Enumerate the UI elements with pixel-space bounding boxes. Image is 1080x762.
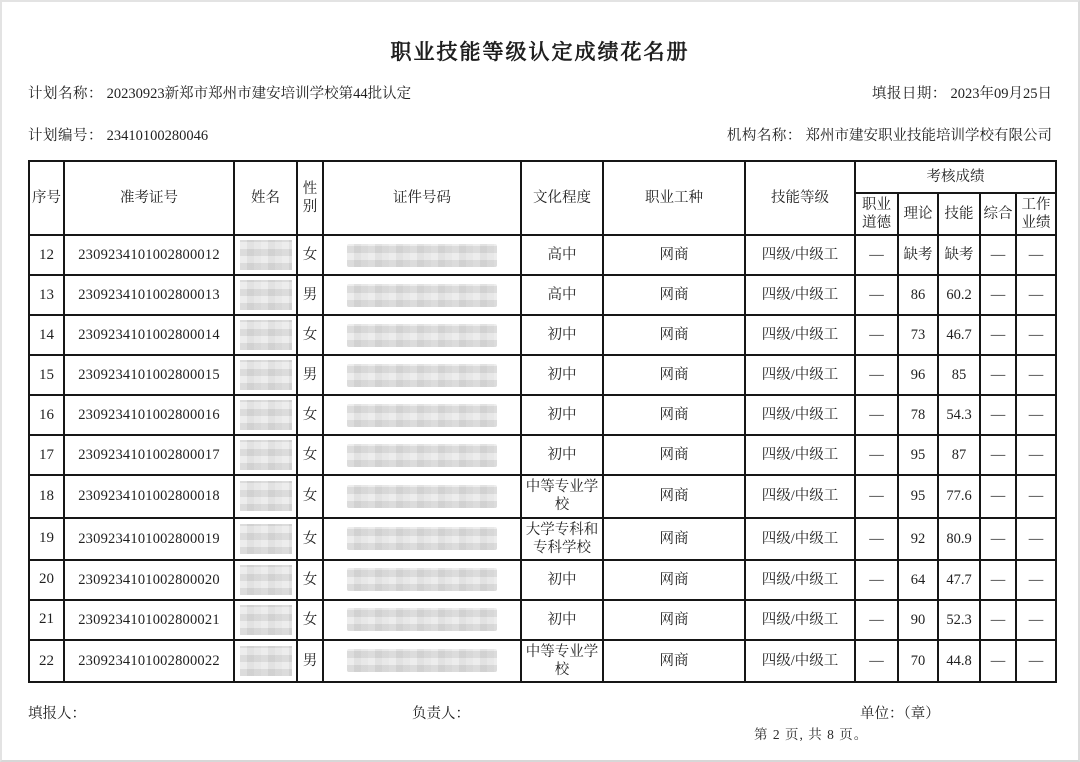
org-name-label: 机构名称： [726, 128, 802, 144]
cell-theory-score: 73 [898, 315, 938, 355]
redacted-name-blur [240, 481, 292, 511]
redacted-id-blur [347, 485, 497, 508]
table-row [29, 640, 1056, 682]
redacted-id-blur [347, 404, 497, 427]
cell-id-number [323, 315, 521, 355]
cell-work-score: — [1016, 600, 1056, 640]
cell-ticket-number: 2309234101002800022 [64, 640, 234, 682]
cell-no: 16 [29, 395, 64, 435]
cell-id-number [323, 235, 521, 275]
table-row [29, 275, 1056, 315]
plan-name-value: 20230923新郑市郑州市建安培训学校第44批认定 [106, 86, 412, 102]
cell-name [234, 560, 297, 600]
cell-trade: 网商 [603, 640, 745, 682]
cell-gender: 女 [297, 560, 323, 600]
org-name-value: 郑州市建安职业技能培训学校有限公司 [805, 128, 1052, 144]
cell-trade: 网商 [603, 435, 745, 475]
col-header-ticket: 准考证号 [64, 161, 234, 235]
score-roster-table [28, 160, 1057, 683]
cell-gender: 男 [297, 275, 323, 315]
cell-no: 17 [29, 435, 64, 475]
cell-comprehensive-score: — [980, 600, 1016, 640]
cell-education: 高中 [521, 275, 603, 315]
cell-no: 22 [29, 640, 64, 682]
redacted-name-blur [240, 280, 292, 310]
cell-ticket-number: 2309234101002800020 [64, 560, 234, 600]
plan-number-label: 计划编号： [28, 128, 103, 144]
col-header-work: 工作业绩 [1016, 193, 1056, 235]
cell-education: 初中 [521, 395, 603, 435]
redacted-id-blur [347, 324, 497, 347]
cell-ethics-score: — [855, 275, 898, 315]
cell-work-score: — [1016, 275, 1056, 315]
cell-ethics-score: — [855, 315, 898, 355]
cell-level: 四级/中级工 [745, 560, 855, 600]
cell-id-number [323, 435, 521, 475]
cell-education: 初中 [521, 355, 603, 395]
cell-name [234, 600, 297, 640]
org-name [727, 124, 1052, 145]
plan-name-label: 计划名称： [28, 86, 103, 102]
cell-work-score: — [1016, 355, 1056, 395]
cell-level: 四级/中级工 [745, 435, 855, 475]
cell-trade: 网商 [603, 235, 745, 275]
plan-name [28, 82, 411, 103]
redacted-name-blur [240, 320, 292, 350]
cell-theory-score: 64 [898, 560, 938, 600]
cell-comprehensive-score: — [980, 560, 1016, 600]
col-header-skill: 技能 [938, 193, 980, 235]
redacted-name-blur [240, 400, 292, 430]
cell-name [234, 235, 297, 275]
cell-trade: 网商 [603, 518, 745, 560]
cell-id-number [323, 395, 521, 435]
cell-level: 四级/中级工 [745, 275, 855, 315]
cell-ticket-number: 2309234101002800021 [64, 600, 234, 640]
page-number-info: 第 2 页, 共 8 页。 [754, 727, 869, 742]
cell-comprehensive-score: — [980, 518, 1016, 560]
cell-skill-score: 54.3 [938, 395, 980, 435]
redacted-id-blur [347, 364, 497, 387]
col-header-level: 技能等级 [745, 161, 855, 235]
redacted-id-blur [347, 444, 497, 467]
cell-trade: 网商 [603, 395, 745, 435]
cell-no: 12 [29, 235, 64, 275]
cell-gender: 女 [297, 600, 323, 640]
redacted-id-blur [347, 608, 497, 631]
redacted-name-blur [240, 440, 292, 470]
cell-name [234, 275, 297, 315]
manager-label: 负责人： [412, 706, 470, 722]
cell-id-number [323, 560, 521, 600]
col-header-gender: 性别 [297, 161, 323, 235]
cell-skill-score: 77.6 [938, 475, 980, 517]
cell-skill-score: 47.7 [938, 560, 980, 600]
cell-comprehensive-score: — [980, 355, 1016, 395]
cell-work-score: — [1016, 560, 1056, 600]
col-header-no: 序号 [29, 161, 64, 235]
cell-theory-score: 78 [898, 395, 938, 435]
cell-ticket-number: 2309234101002800018 [64, 475, 234, 517]
cell-ethics-score: — [855, 475, 898, 517]
redacted-name-blur [240, 360, 292, 390]
plan-number-value: 23410100280046 [106, 128, 209, 144]
cell-ticket-number: 2309234101002800013 [64, 275, 234, 315]
col-header-theory: 理论 [898, 193, 938, 235]
cell-trade: 网商 [603, 315, 745, 355]
cell-ticket-number: 2309234101002800019 [64, 518, 234, 560]
cell-comprehensive-score: — [980, 275, 1016, 315]
cell-trade: 网商 [603, 355, 745, 395]
redacted-name-blur [240, 646, 292, 676]
cell-level: 四级/中级工 [745, 600, 855, 640]
cell-skill-score: 52.3 [938, 600, 980, 640]
cell-trade: 网商 [603, 600, 745, 640]
cell-education: 初中 [521, 435, 603, 475]
cell-skill-score: 80.9 [938, 518, 980, 560]
cell-ethics-score: — [855, 560, 898, 600]
cell-gender: 女 [297, 395, 323, 435]
table-row [29, 600, 1056, 640]
cell-education: 中等专业学校 [521, 640, 603, 682]
cell-trade: 网商 [603, 560, 745, 600]
cell-no: 14 [29, 315, 64, 355]
cell-gender: 女 [297, 475, 323, 517]
redacted-name-blur [240, 565, 292, 595]
col-header-ethics: 职业道德 [855, 193, 898, 235]
cell-gender: 女 [297, 235, 323, 275]
cell-theory-score: 92 [898, 518, 938, 560]
cell-gender: 女 [297, 315, 323, 355]
cell-trade: 网商 [603, 475, 745, 517]
redacted-name-blur [240, 605, 292, 635]
cell-work-score: — [1016, 475, 1056, 517]
col-header-id-number: 证件号码 [323, 161, 521, 235]
col-header-education: 文化程度 [521, 161, 603, 235]
cell-ticket-number: 2309234101002800014 [64, 315, 234, 355]
plan-number [28, 124, 208, 145]
table-row [29, 395, 1056, 435]
table-row [29, 355, 1056, 395]
cell-work-score: — [1016, 315, 1056, 355]
cell-skill-score: 46.7 [938, 315, 980, 355]
table-row [29, 560, 1056, 600]
cell-no: 15 [29, 355, 64, 395]
cell-gender: 男 [297, 640, 323, 682]
cell-work-score: — [1016, 235, 1056, 275]
cell-skill-score: 缺考 [938, 235, 980, 275]
redacted-name-blur [240, 240, 292, 270]
cell-comprehensive-score: — [980, 315, 1016, 355]
cell-comprehensive-score: — [980, 640, 1016, 682]
cell-ticket-number: 2309234101002800012 [64, 235, 234, 275]
cell-ethics-score: — [855, 395, 898, 435]
redacted-id-blur [347, 284, 497, 307]
cell-id-number [323, 640, 521, 682]
col-header-name: 姓名 [234, 161, 297, 235]
cell-name [234, 435, 297, 475]
cell-name [234, 475, 297, 517]
cell-theory-score: 95 [898, 475, 938, 517]
fill-date-value: 2023年09月25日 [950, 86, 1052, 102]
redacted-id-blur [347, 527, 497, 550]
cell-no: 21 [29, 600, 64, 640]
col-header-score-group: 考核成绩 [855, 161, 1056, 193]
table-row [29, 475, 1056, 517]
cell-no: 13 [29, 275, 64, 315]
cell-comprehensive-score: — [980, 475, 1016, 517]
redacted-name-blur [240, 524, 292, 554]
fill-date-label: 填报日期： [871, 86, 947, 102]
cell-trade: 网商 [603, 275, 745, 315]
table-row [29, 435, 1056, 475]
cell-name [234, 315, 297, 355]
table-row [29, 235, 1056, 275]
meta-row-2 [28, 124, 1052, 145]
cell-no: 19 [29, 518, 64, 560]
cell-gender: 女 [297, 518, 323, 560]
cell-education: 大学专科和专科学校 [521, 518, 603, 560]
cell-gender: 男 [297, 355, 323, 395]
cell-id-number [323, 518, 521, 560]
filler-label: 填报人： [28, 706, 86, 722]
cell-education: 初中 [521, 560, 603, 600]
meta-row-1 [28, 82, 1052, 103]
cell-level: 四级/中级工 [745, 355, 855, 395]
cell-id-number [323, 475, 521, 517]
cell-work-score: — [1016, 435, 1056, 475]
cell-ethics-score: — [855, 600, 898, 640]
cell-skill-score: 87 [938, 435, 980, 475]
cell-education: 高中 [521, 235, 603, 275]
cell-name [234, 355, 297, 395]
cell-name [234, 395, 297, 435]
cell-id-number [323, 355, 521, 395]
cell-ethics-score: — [855, 518, 898, 560]
roster-body [29, 235, 1056, 682]
cell-name [234, 640, 297, 682]
redacted-id-blur [347, 649, 497, 672]
cell-theory-score: 95 [898, 435, 938, 475]
cell-ticket-number: 2309234101002800015 [64, 355, 234, 395]
cell-theory-score: 90 [898, 600, 938, 640]
cell-no: 20 [29, 560, 64, 600]
cell-ethics-score: — [855, 235, 898, 275]
cell-level: 四级/中级工 [745, 475, 855, 517]
cell-gender: 女 [297, 435, 323, 475]
cell-education: 中等专业学校 [521, 475, 603, 517]
redacted-id-blur [347, 568, 497, 591]
cell-skill-score: 60.2 [938, 275, 980, 315]
cell-ethics-score: — [855, 435, 898, 475]
cell-theory-score: 86 [898, 275, 938, 315]
col-header-comprehensive: 综合 [980, 193, 1016, 235]
cell-theory-score: 96 [898, 355, 938, 395]
cell-education: 初中 [521, 600, 603, 640]
cell-ticket-number: 2309234101002800016 [64, 395, 234, 435]
signature-line [28, 702, 1052, 722]
col-header-trade: 职业工种 [603, 161, 745, 235]
cell-comprehensive-score: — [980, 395, 1016, 435]
cell-name [234, 518, 297, 560]
header-row-top [29, 161, 1056, 193]
page-title: 职业技能等级认定成绩花名册 [390, 40, 690, 64]
cell-ticket-number: 2309234101002800017 [64, 435, 234, 475]
fill-date [872, 82, 1052, 103]
cell-id-number [323, 275, 521, 315]
cell-level: 四级/中级工 [745, 640, 855, 682]
cell-theory-score: 70 [898, 640, 938, 682]
cell-work-score: — [1016, 640, 1056, 682]
cell-no: 18 [29, 475, 64, 517]
cell-skill-score: 44.8 [938, 640, 980, 682]
cell-level: 四级/中级工 [745, 235, 855, 275]
cell-comprehensive-score: — [980, 235, 1016, 275]
cell-level: 四级/中级工 [745, 395, 855, 435]
cell-theory-score: 缺考 [898, 235, 938, 275]
cell-level: 四级/中级工 [745, 315, 855, 355]
cell-ethics-score: — [855, 355, 898, 395]
unit-seal-label: 单位：（章） [860, 706, 940, 722]
cell-comprehensive-score: — [980, 435, 1016, 475]
table-row [29, 518, 1056, 560]
cell-work-score: — [1016, 518, 1056, 560]
cell-work-score: — [1016, 395, 1056, 435]
table-row [29, 315, 1056, 355]
cell-skill-score: 85 [938, 355, 980, 395]
cell-education: 初中 [521, 315, 603, 355]
cell-id-number [323, 600, 521, 640]
cell-level: 四级/中级工 [745, 518, 855, 560]
redacted-id-blur [347, 244, 497, 267]
cell-ethics-score: — [855, 640, 898, 682]
